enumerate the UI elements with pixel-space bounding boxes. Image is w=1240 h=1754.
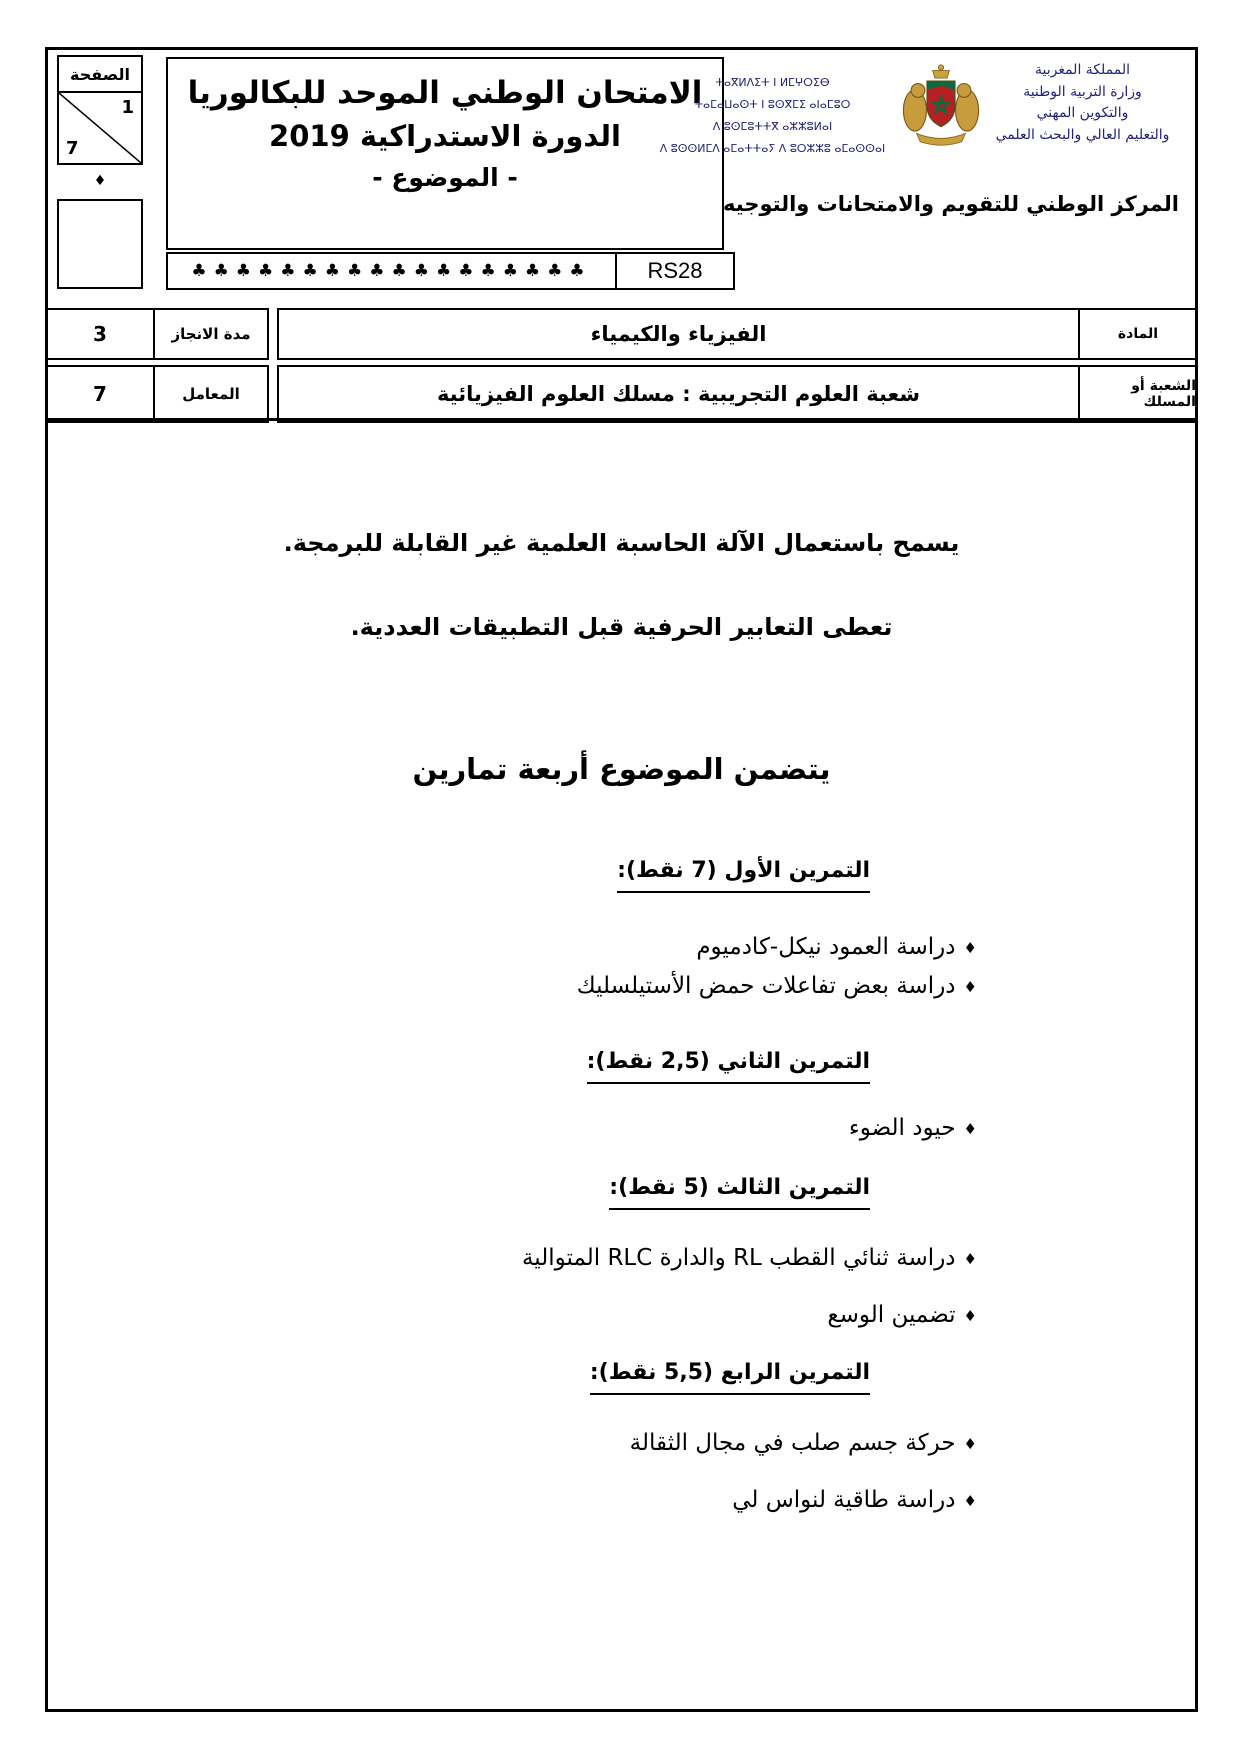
track-label: الشعبة أو المسلك bbox=[1078, 365, 1198, 423]
exam-body bbox=[48, 421, 1195, 1519]
exercise1-item: ♦دراسة بعض تفاعلات حمض الأستيلسليك bbox=[576, 973, 977, 999]
diamond-bullet-icon: ♦ bbox=[963, 978, 977, 996]
exam-doc-type: - الموضوع - bbox=[372, 163, 518, 192]
exam-session: الدورة الاستدراكية 2019 bbox=[269, 119, 621, 153]
current-page-number: 1 bbox=[121, 97, 134, 118]
evaluation-center-name: المركز الوطني للتقويم والامتحانات والتوجيه bbox=[723, 192, 1179, 216]
diamond-icon: ♦ bbox=[93, 173, 107, 189]
calculator-instruction: يسمح باستعمال الآلة الحاسبة العلمية غير القابلة للبرمجة. bbox=[283, 529, 960, 557]
page-label: الصفحة bbox=[57, 55, 143, 93]
exercise2-item: ♦حيود الضوء bbox=[848, 1115, 977, 1141]
exercise3-item: ♦دراسة ثنائي القطب RL والدارة RLC المتوالية bbox=[521, 1245, 977, 1271]
clubs-separator: ♣♣♣♣♣♣♣♣♣♣♣♣♣♣♣♣♣♣ bbox=[166, 252, 617, 290]
exercise1-title: التمرين الأول (7 نقط): bbox=[48, 854, 870, 893]
total-page-number: 7 bbox=[66, 138, 79, 159]
ministry-line: وزارة التربية الوطنية bbox=[1023, 83, 1142, 100]
contents-title: يتضمن الموضوع أربعة تمارين bbox=[412, 752, 831, 786]
tifinagh-line: ⵜⴰⵎⴰⵡⴰⵙⵜ ⵏ ⵓⵙⴳⵎⵉ ⴰⵏⴰⵎⵓⵔ bbox=[694, 98, 851, 111]
diamond-bullet-icon: ♦ bbox=[963, 1120, 977, 1138]
exercise2-title: التمرين الثاني (2,5 نقط): bbox=[48, 1045, 870, 1084]
ministry-line: والتعليم العالي والبحث العلمي bbox=[995, 127, 1170, 144]
ministry-name-tifinagh bbox=[655, 72, 890, 160]
exam-title: الامتحان الوطني الموحد للبكالوريا bbox=[187, 75, 703, 111]
coefficient-label: المعامل bbox=[153, 365, 269, 423]
reference-code: RS28 bbox=[615, 252, 735, 290]
diamond-bullet-icon: ♦ bbox=[963, 939, 977, 957]
expressions-instruction: تعطى التعابير الحرفية قبل التطبيقات العددية. bbox=[350, 613, 893, 641]
exercise4-item: ♦دراسة طاقية لنواس لي bbox=[732, 1487, 977, 1513]
kingdom-line: المملكة المغربية bbox=[1034, 62, 1131, 78]
page-fraction-cell bbox=[57, 93, 143, 165]
moroccan-coat-of-arms-icon bbox=[895, 55, 987, 155]
ministry-line: والتكوين المهني bbox=[1036, 105, 1129, 122]
info-table-left bbox=[45, 308, 269, 423]
diamond-bullet-icon: ♦ bbox=[963, 1250, 977, 1268]
subject-label: المادة bbox=[1078, 308, 1198, 360]
exercise3-title: التمرين الثالث (5 نقط): bbox=[48, 1171, 870, 1210]
empty-stamp-box bbox=[57, 199, 143, 289]
tifinagh-line: ⴷ ⵓⵙⵙⵍⵎⴷ ⴰⵎⴰⵜⵜⴰⵢ ⴷ ⵓⵔⵣⵣⵓ ⴰⵎⴰⵙⵙⴰⵏ bbox=[659, 142, 886, 155]
diamond-bullet-icon: ♦ bbox=[963, 1307, 977, 1325]
tifinagh-line: ⵜⴰⴳⵍⴷⵉⵜ ⵏ ⵍⵎⵖⵔⵉⴱ bbox=[715, 76, 830, 89]
track-value: شعبة العلوم التجريبية : مسلك العلوم الفيزيائية bbox=[277, 365, 1080, 423]
tifinagh-line: ⴷ ⵓⵙⵎⵓⵜⵜⴳ ⴰⵣⵣⵓⵍⴰⵏ bbox=[712, 120, 833, 133]
info-table-right bbox=[277, 308, 1198, 423]
ministry-name-arabic bbox=[975, 60, 1190, 147]
coefficient-value: 7 bbox=[45, 365, 155, 423]
duration-label: مدة الانجاز bbox=[153, 308, 269, 360]
stars-ref-row bbox=[166, 252, 735, 290]
duration-value: 3 bbox=[45, 308, 155, 360]
subject-value: الفيزياء والكيمياء bbox=[277, 308, 1080, 360]
exercise4-title: التمرين الرابع (5,5 نقط): bbox=[48, 1356, 870, 1395]
diamond-bullet-icon: ♦ bbox=[963, 1435, 977, 1453]
page-number-block bbox=[57, 55, 143, 289]
diamond-bullet-icon: ♦ bbox=[963, 1492, 977, 1510]
exercise1-item: ♦دراسة العمود نيكل-كادميوم bbox=[696, 934, 977, 960]
exam-title-box bbox=[166, 57, 724, 250]
exercise3-item: ♦تضمين الوسع bbox=[827, 1302, 977, 1328]
exercise4-item: ♦حركة جسم صلب في مجال الثقالة bbox=[629, 1430, 977, 1456]
